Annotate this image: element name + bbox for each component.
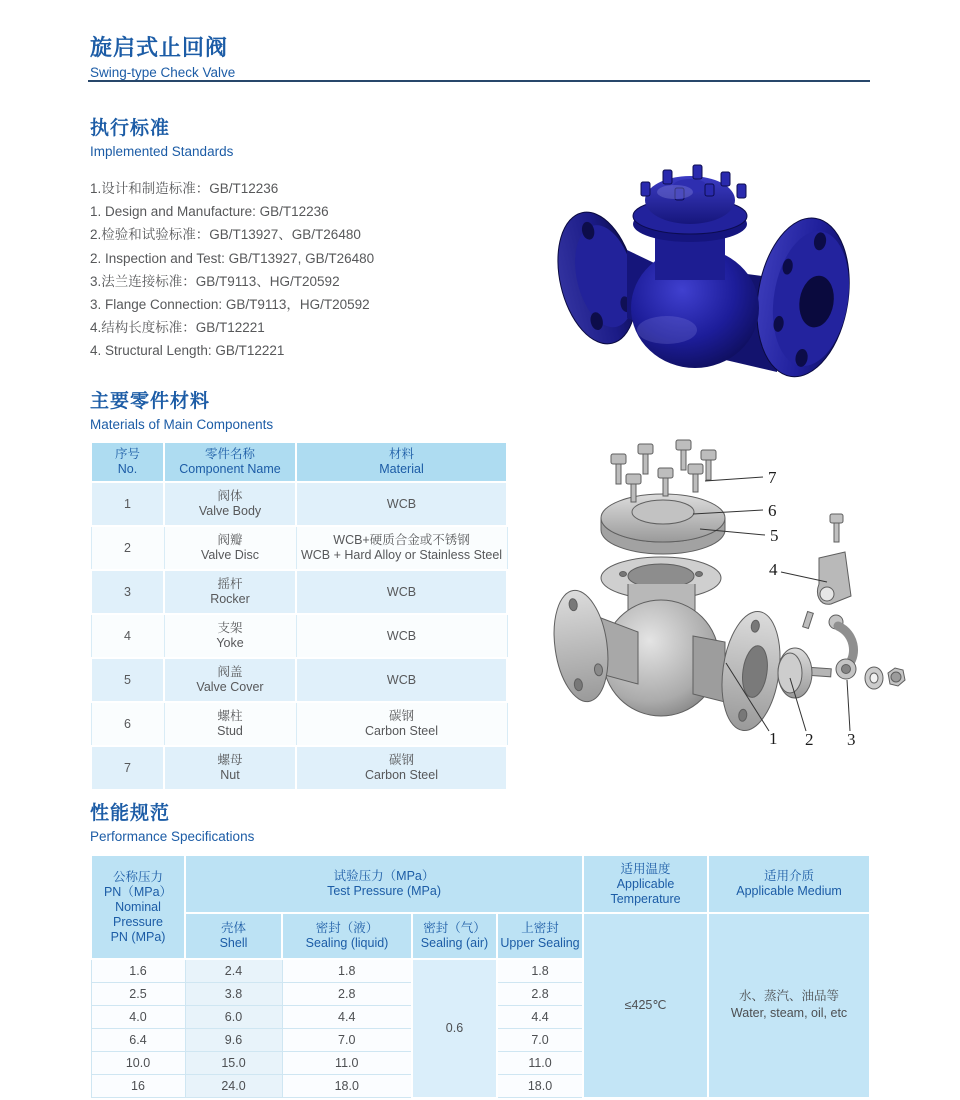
table-row	[91, 658, 507, 702]
exploded-disc	[778, 648, 831, 698]
standards-subheading: Implemented Standards	[90, 144, 234, 159]
standards-item: 1.设计和制造标准：GB/T12236	[90, 181, 279, 196]
exploded-yoke	[803, 552, 851, 629]
performance-header-row-2	[91, 913, 870, 959]
performance-table	[90, 854, 871, 1099]
page-header	[90, 31, 235, 80]
table-row	[91, 482, 507, 526]
valve-bonnet	[633, 165, 747, 242]
exploded-diagram	[543, 426, 918, 771]
standards-list	[90, 177, 374, 363]
pn-cell: 10.0	[91, 1052, 185, 1075]
performance-section-heading	[90, 798, 254, 844]
pn-cell: 16	[91, 1075, 185, 1098]
performance-subheading: Performance Specifications	[90, 829, 255, 844]
sealing-liquid-cell: 1.8	[282, 959, 412, 983]
col-header-shell: 壳体 Shell	[185, 913, 282, 959]
exploded-valve-body	[547, 557, 787, 734]
col-header-component: 零件名称 Component Name	[164, 442, 296, 482]
callout-3: 3	[847, 730, 856, 749]
pn-cell: 2.5	[91, 983, 185, 1006]
materials-subheading: Materials of Main Components	[90, 417, 274, 432]
materials-heading: 主要零件材料	[90, 391, 211, 412]
callout-4: 4	[769, 560, 778, 579]
component-cell: 螺母 Nut	[164, 746, 296, 790]
medium-value-cell: 水、蒸汽、油品等 Water, steam, oil, etc	[708, 913, 870, 1098]
standards-heading: 执行标准	[90, 118, 171, 139]
col-header-sealing-air: 密封（气） Sealing (air)	[412, 913, 497, 959]
no-cell: 2	[91, 526, 164, 570]
sealing-liquid-cell: 18.0	[282, 1075, 412, 1098]
page-title: 旋启式止回阀	[90, 35, 229, 60]
col-header-temperature: 适用温度 Applicable Temperature	[583, 855, 708, 913]
component-cell: 阀瓣 Valve Disc	[164, 526, 296, 570]
no-cell: 3	[91, 570, 164, 614]
performance-header-row-1	[91, 855, 870, 913]
sealing-liquid-cell: 2.8	[282, 983, 412, 1006]
callout-5: 5	[770, 526, 779, 545]
callout-7: 7	[768, 468, 777, 487]
shell-cell: 15.0	[185, 1052, 282, 1075]
material-cell: WCB+硬质合金或不锈钢 WCB + Hard Alloy or Stainless Steel	[296, 526, 507, 570]
upper-sealing-cell: 7.0	[497, 1029, 583, 1052]
col-header-medium: 适用介质 Applicable Medium	[708, 855, 870, 913]
no-cell: 6	[91, 702, 164, 746]
exploded-washer	[865, 667, 883, 689]
col-header-sealing-liquid: 密封（液） Sealing (liquid)	[282, 913, 412, 959]
table-row	[91, 702, 507, 746]
standards-item: 2.检验和试验标准：GB/T13927、GB/T26480	[90, 227, 361, 243]
title-divider	[88, 80, 870, 82]
sealing-liquid-cell: 11.0	[282, 1052, 412, 1075]
performance-heading: 性能规范	[90, 803, 171, 824]
upper-sealing-cell: 1.8	[497, 959, 583, 983]
table-row	[91, 614, 507, 658]
table-row	[91, 746, 507, 790]
materials-table	[90, 441, 508, 791]
material-cell: WCB	[296, 482, 507, 526]
exploded-rocker	[829, 615, 856, 679]
component-cell: 支架 Yoke	[164, 614, 296, 658]
col-header-material: 材料 Material	[296, 442, 507, 482]
shell-cell: 6.0	[185, 1006, 282, 1029]
temperature-value-cell: ≤425℃	[583, 913, 708, 1098]
col-header-test-pressure: 试验压力（MPa） Test Pressure (MPa)	[185, 855, 583, 913]
no-cell: 7	[91, 746, 164, 790]
material-cell: WCB	[296, 614, 507, 658]
callout-2: 2	[805, 730, 814, 749]
standards-item: 3.法兰连接标准：GB/T9113、HG/T20592	[90, 273, 340, 289]
pn-cell: 1.6	[91, 959, 185, 983]
shell-cell: 3.8	[185, 983, 282, 1006]
no-cell: 1	[91, 482, 164, 526]
callout-1: 1	[769, 729, 778, 748]
material-cell: WCB	[296, 658, 507, 702]
table-row	[91, 526, 507, 570]
valve-highlight	[637, 316, 697, 344]
upper-sealing-cell: 2.8	[497, 983, 583, 1006]
col-header-no: 序号 No.	[91, 442, 164, 482]
standards-item: 4.结构长度标准：GB/T12221	[90, 320, 265, 336]
shell-cell: 9.6	[185, 1029, 282, 1052]
valve-photo	[535, 120, 890, 382]
component-cell: 摇杆 Rocker	[164, 570, 296, 614]
table-row	[91, 570, 507, 614]
pn-cell: 4.0	[91, 1006, 185, 1029]
exploded-valve-cover	[601, 440, 725, 554]
material-cell: 碳钢 Carbon Steel	[296, 746, 507, 790]
component-cell: 阀体 Valve Body	[164, 482, 296, 526]
upper-sealing-cell: 11.0	[497, 1052, 583, 1075]
upper-sealing-cell: 4.4	[497, 1006, 583, 1029]
page-subtitle: Swing-type Check Valve	[90, 65, 236, 80]
standards-item: 3. Flange Connection: GB/T9113，HG/T20592	[90, 297, 370, 313]
no-cell: 4	[91, 614, 164, 658]
standards-item: 1. Design and Manufacture: GB/T12236	[90, 204, 329, 220]
material-cell: WCB	[296, 570, 507, 614]
valve-highlight	[657, 185, 693, 199]
exploded-screw	[830, 514, 843, 542]
materials-header-row	[91, 442, 507, 482]
upper-sealing-cell: 18.0	[497, 1075, 583, 1098]
component-cell: 螺柱 Stud	[164, 702, 296, 746]
sealing-air-value-cell: 0.6	[412, 959, 497, 1098]
materials-section-heading	[90, 386, 273, 432]
pn-cell: 6.4	[91, 1029, 185, 1052]
component-cell: 阀盖 Valve Cover	[164, 658, 296, 702]
col-header-nominal-pressure: 公称压力 PN（MPa） Nominal Pressure PN (MPa)	[91, 855, 185, 959]
standards-item: 4. Structural Length: GB/T12221	[90, 343, 285, 359]
callout-numbers	[768, 468, 856, 749]
standards-item: 2. Inspection and Test: GB/T13927, GB/T26480	[90, 250, 375, 266]
shell-cell: 24.0	[185, 1075, 282, 1098]
sealing-liquid-cell: 4.4	[282, 1006, 412, 1029]
exploded-nut	[888, 668, 905, 686]
standards-section	[90, 113, 374, 363]
material-cell: 碳钢 Carbon Steel	[296, 702, 507, 746]
col-header-upper-sealing: 上密封 Upper Sealing	[497, 913, 583, 959]
callout-6: 6	[768, 501, 777, 520]
no-cell: 5	[91, 658, 164, 702]
shell-cell: 2.4	[185, 959, 282, 983]
sealing-liquid-cell: 7.0	[282, 1029, 412, 1052]
